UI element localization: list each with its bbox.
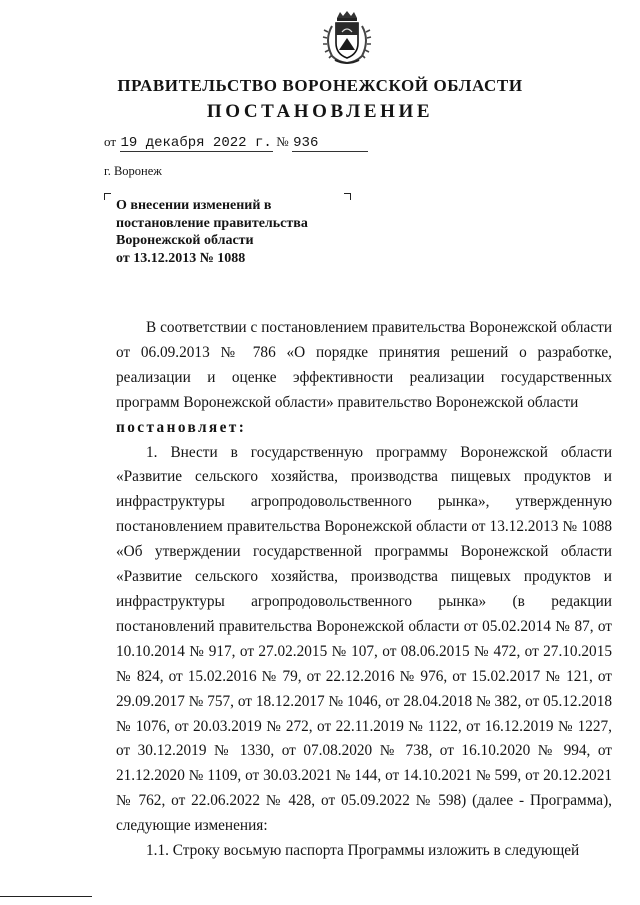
subject-line: Воронежской области	[116, 233, 254, 248]
subject-line: постановление правительства	[116, 215, 308, 231]
subject-line: от 13.12.2013 № 1088	[116, 250, 246, 266]
government-title: ПРАВИТЕЛЬСТВО ВОРОНЕЖСКОЙ ОБЛАСТИ	[117, 76, 523, 95]
city-label: г. Воронеж	[104, 164, 162, 178]
resolves-word: постановляет:	[116, 418, 247, 436]
document-type: ПОСТАНОВЛЕНИЕ	[206, 101, 434, 122]
item-1-1-paragraph: 1.1. Строку восьмую паспорта Программы изложить в следующей	[146, 842, 580, 860]
date-number-line	[104, 134, 368, 152]
decree-body	[116, 316, 612, 864]
decree-date: 19 декабря 2022 г.	[120, 135, 272, 151]
coat-of-arms-icon	[322, 10, 372, 66]
subject-bracket-right	[344, 193, 351, 200]
decree-number: 936	[292, 135, 368, 152]
subject-bracket-left	[104, 193, 111, 200]
subject-line: О внесении изменений в	[116, 198, 272, 213]
footnote-divider	[0, 896, 92, 897]
item-1-paragraph: 1. Внести в государственную программу Воронежской области «Развитие сельского хозяйства, производства пищевых продуктов и инфраструктуры агропродовольственного рынка», утвержденную постановлением правительства Воронежской области от 13.12.2013 № 1088 «Об утверждении государственной программы Воронежской области «Развитие сельского хозяйства, производства пищевых продуктов и инфраструктуры агропродовольственного рынка» (в редакции постановлений правительства Воронежской области от 05.02.2014 № 87, от 10.10.2014 № 917, от 27.02.2015 № 107, от 08.06.2015 № 472, от 27.10.2015 № 824, от 15.02.2016 № 79, от 22.12.2016 № 976, от 15.02.2017 № 121, от 29.09.2017 № 757, от 18.12.2017 № 1046, от 28.04.2018 № 382, от 05.12.2018 № 1076, от 20.03.2019 № 272, от 22.11.2019 № 1122, от 16.12.2019 № 1227, от 30.12.2019 № 1330, от 07.08.2020 № 738, от 16.10.2020 № 994, от 21.12.2020 № 1109, от 30.03.2021 № 144, от 14.10.2021 № 599, от 20.12.2021 № 762, от 22.06.2022 № 428, от 05.09.2022 № 598) (далее - Программа), следующие изменения:	[116, 443, 612, 835]
decree-subject	[116, 197, 308, 267]
number-label: №	[276, 134, 289, 149]
date-from-label: от	[104, 134, 117, 149]
preamble-paragraph: В соответствии с постановлением правительства Воронежской области от 06.09.2013 № 786 «О порядке принятия решений о разработке, реализации и оценке эффективности реализации государственных программ Воронежской области» правительство Воронежской области	[116, 319, 612, 411]
